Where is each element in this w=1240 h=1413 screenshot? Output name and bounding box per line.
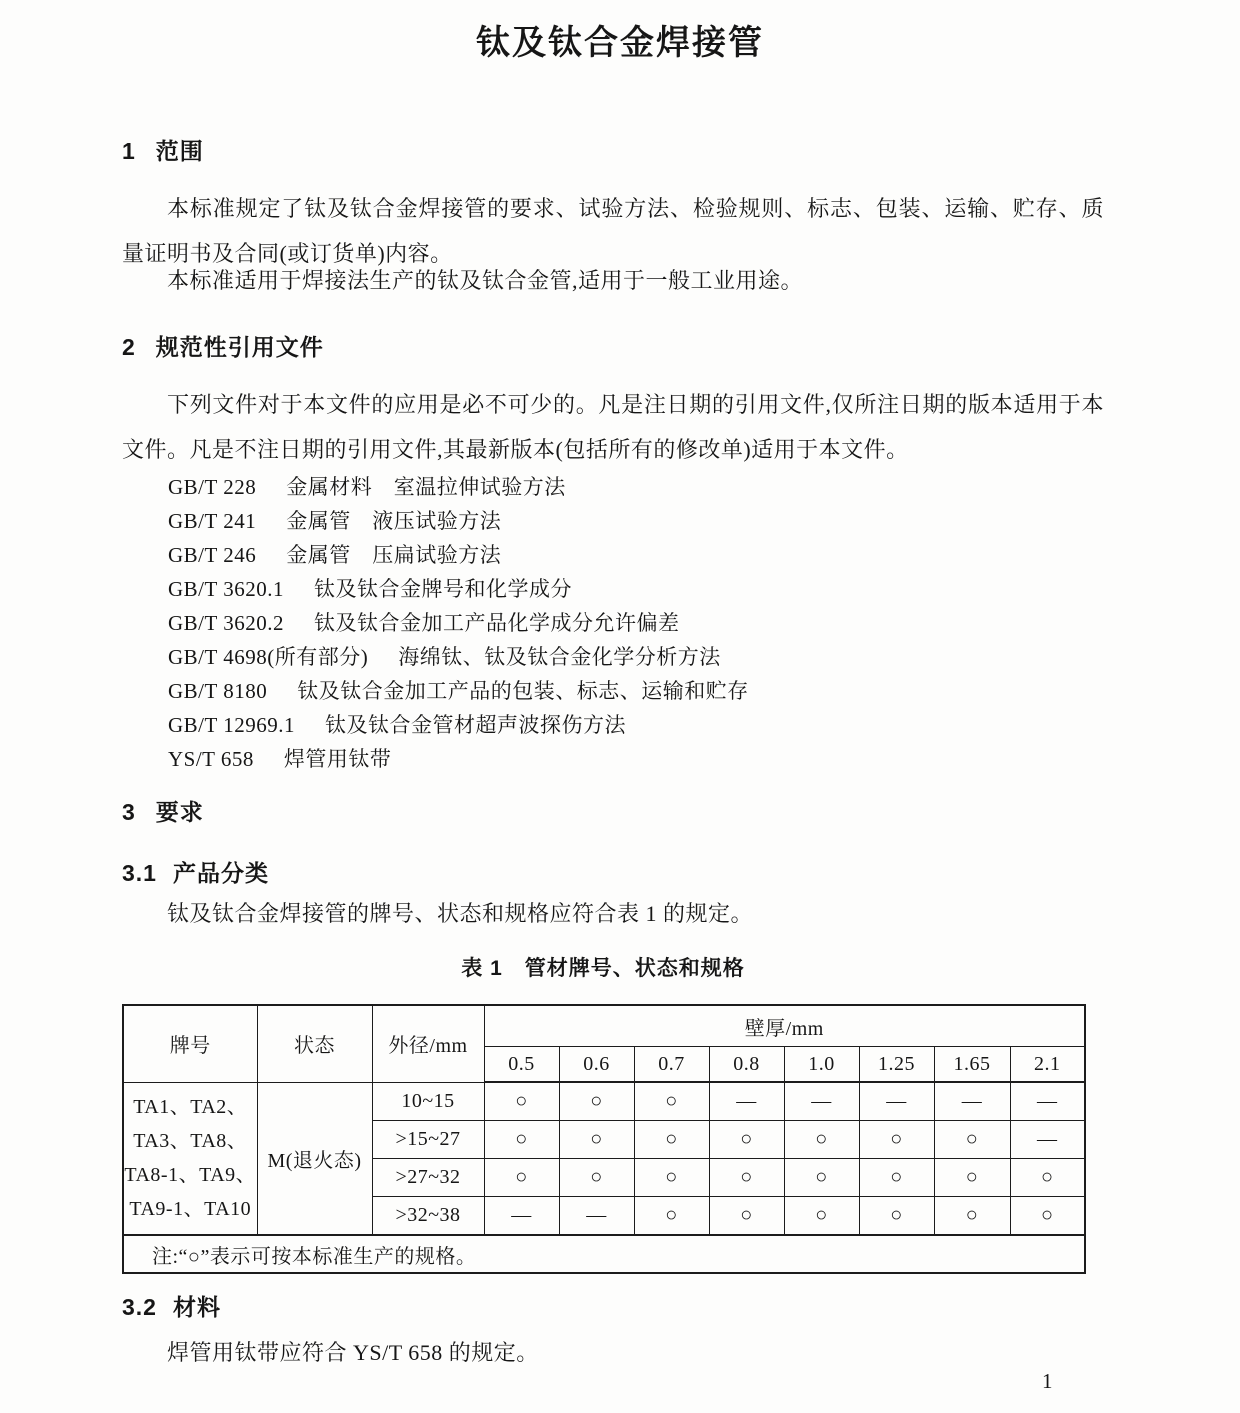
grade-line: TA1、TA2、: [133, 1096, 248, 1119]
reference-item: [168, 708, 1108, 742]
section-3-1-number: 3.1: [122, 860, 157, 886]
reference-code: GB/T 241: [168, 509, 257, 533]
state-cell: M(退火态): [257, 1082, 372, 1235]
doc-title: 钛及钛合金焊接管: [476, 24, 764, 62]
thickness-col-label: 1.25: [859, 1047, 934, 1083]
reference-item: [168, 504, 1108, 538]
availability-cell: ○: [934, 1121, 1010, 1159]
reference-code: GB/T 3620.2: [168, 611, 284, 635]
col-header-od: 外径/mm: [372, 1005, 484, 1082]
availability-cell: ○: [859, 1197, 934, 1236]
reference-code: GB/T 8180: [168, 679, 268, 703]
section-3-1-paragraph: 钛及钛合金焊接管的牌号、状态和规格应符合表 1 的规定。: [167, 901, 754, 926]
thickness-col-label: 0.6: [559, 1047, 634, 1083]
availability-cell: ○: [1010, 1197, 1085, 1236]
section-2-heading: [122, 332, 324, 362]
section-3-2-title: 材料: [172, 1294, 221, 1320]
section-3-number: 3: [122, 799, 136, 825]
availability-cell: ○: [559, 1082, 634, 1121]
availability-cell: ○: [859, 1159, 934, 1197]
section-1-number: 1: [122, 138, 136, 164]
reference-code: GB/T 3620.1: [168, 577, 284, 601]
section-2-intro: 下列文件对于本文件的应用是必不可少的。凡是注日期的引用文件,仅所注日期的版本适用于本文件。凡是不注日期的引用文件,其最新版本(包括所有的修改单)适用于本文件。: [122, 392, 1104, 462]
availability-cell: ○: [784, 1197, 859, 1236]
section-3-1-heading: [122, 858, 269, 888]
availability-cell: ○: [784, 1159, 859, 1197]
grade-line: TA3、TA8、: [133, 1130, 248, 1153]
reference-item: [168, 572, 1108, 606]
table-1: [122, 1004, 1086, 1274]
availability-cell: ○: [709, 1197, 784, 1236]
availability-cell: —: [709, 1082, 784, 1121]
grade-line: TA8-1、TA9、: [124, 1164, 257, 1187]
thickness-col-label: 0.7: [634, 1047, 709, 1083]
page-number: 1: [1042, 1369, 1053, 1393]
reference-title: 钛及钛合金管材超声波探伤方法: [324, 713, 626, 737]
availability-cell: ○: [559, 1121, 634, 1159]
availability-cell: —: [484, 1197, 559, 1236]
table-row: [123, 1082, 1085, 1121]
section-1-paragraph-1: 本标准规定了钛及钛合金焊接管的要求、试验方法、检验规则、标志、包装、运输、贮存、质量证明书及合同(或订货单)内容。: [122, 196, 1104, 266]
availability-cell: ○: [559, 1159, 634, 1197]
table-note-row: [123, 1235, 1085, 1273]
reference-code: GB/T 246: [168, 543, 257, 567]
reference-item: [168, 538, 1108, 572]
availability-cell: ○: [859, 1121, 934, 1159]
section-2-title: 规范性引用文件: [155, 334, 324, 360]
reference-item: [168, 606, 1108, 640]
reference-title: 金属材料 室温拉伸试验方法: [286, 475, 566, 499]
availability-cell: —: [1010, 1121, 1085, 1159]
od-cell: >32~38: [372, 1197, 484, 1236]
reference-code: GB/T 4698(所有部分): [168, 645, 369, 669]
reference-list: [168, 470, 1108, 776]
reference-title: 钛及钛合金加工产品的包装、标志、运输和贮存: [297, 679, 749, 703]
thickness-col-label: 0.8: [709, 1047, 784, 1083]
grade-line: TA9-1、TA10: [129, 1198, 252, 1221]
reference-title: 焊管用钛带: [283, 747, 392, 771]
availability-cell: ○: [934, 1159, 1010, 1197]
availability-cell: ○: [934, 1197, 1010, 1236]
availability-cell: —: [784, 1082, 859, 1121]
reference-title: 海绵钛、钛及钛合金化学分析方法: [398, 645, 721, 669]
col-header-state: 状态: [257, 1005, 372, 1082]
section-1-title: 范围: [155, 138, 204, 164]
reference-title: 钛及钛合金加工产品化学成分允许偏差: [313, 611, 680, 635]
thickness-col-label: 2.1: [1010, 1047, 1085, 1083]
section-3-heading: [122, 797, 204, 827]
reference-item: [168, 470, 1108, 504]
section-3-2-paragraph: 焊管用钛带应符合 YS/T 658 的规定。: [167, 1340, 539, 1365]
thickness-col-label: 1.65: [934, 1047, 1010, 1083]
availability-cell: ○: [634, 1159, 709, 1197]
availability-cell: ○: [484, 1159, 559, 1197]
availability-cell: ○: [634, 1121, 709, 1159]
section-3-1-title: 产品分类: [172, 860, 269, 886]
availability-cell: —: [1010, 1082, 1085, 1121]
reference-title: 金属管 压扁试验方法: [286, 543, 502, 567]
availability-cell: ○: [709, 1159, 784, 1197]
reference-item: [168, 674, 1108, 708]
reference-code: GB/T 228: [168, 475, 257, 499]
reference-item: [168, 742, 1108, 776]
table-1-caption: 表 1 管材牌号、状态和规格: [461, 957, 745, 980]
availability-cell: ○: [634, 1197, 709, 1236]
availability-cell: —: [934, 1082, 1010, 1121]
reference-item: [168, 640, 1108, 674]
availability-cell: ○: [484, 1121, 559, 1159]
thickness-col-label: 0.5: [484, 1047, 559, 1083]
od-cell: >27~32: [372, 1159, 484, 1197]
availability-cell: —: [559, 1197, 634, 1236]
availability-cell: ○: [709, 1121, 784, 1159]
grade-cell: [123, 1082, 257, 1235]
section-3-2-number: 3.2: [122, 1294, 157, 1320]
availability-cell: ○: [784, 1121, 859, 1159]
section-3-2-heading: [122, 1292, 221, 1322]
availability-cell: ○: [484, 1082, 559, 1121]
availability-cell: ○: [1010, 1159, 1085, 1197]
table-note: 注:“○”表示可按本标准生产的规格。: [123, 1235, 1085, 1273]
reference-code: GB/T 12969.1: [168, 713, 295, 737]
reference-title: 金属管 液压试验方法: [286, 509, 502, 533]
col-header-grade: 牌号: [123, 1005, 257, 1082]
od-cell: >15~27: [372, 1121, 484, 1159]
availability-cell: ○: [634, 1082, 709, 1121]
thickness-col-label: 1.0: [784, 1047, 859, 1083]
reference-title: 钛及钛合金牌号和化学成分: [313, 577, 572, 601]
reference-code: YS/T 658: [168, 747, 254, 771]
spec-table: [122, 1004, 1086, 1274]
section-1-paragraph-2: 本标准适用于焊接法生产的钛及钛合金管,适用于一般工业用途。: [167, 268, 804, 293]
section-1-heading: [122, 136, 204, 166]
col-header-wall-thickness: 壁厚/mm: [484, 1005, 1085, 1047]
section-2-number: 2: [122, 334, 136, 360]
od-cell: 10~15: [372, 1082, 484, 1121]
section-3-title: 要求: [155, 799, 204, 825]
availability-cell: —: [859, 1082, 934, 1121]
